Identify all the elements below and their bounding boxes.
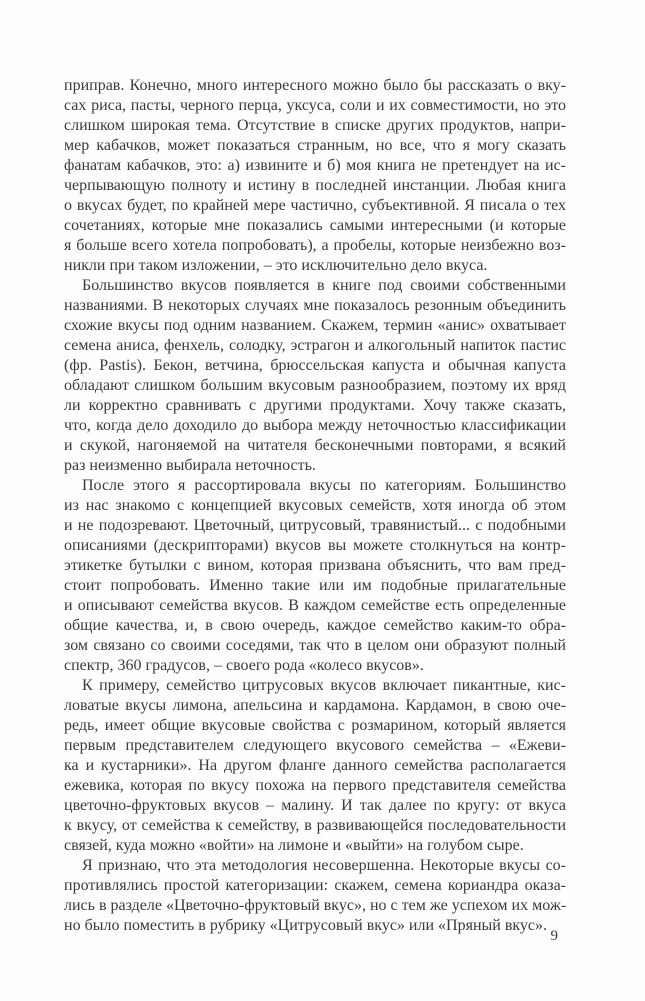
text-line: черпывающую полноту и истину в последней инстанции. Любая книга (64, 177, 566, 194)
text-line: зом связано со своими соседями, так что в целом они образуют полный (64, 637, 566, 654)
page-number: 9 (550, 928, 558, 944)
text-line: обладают слишком большим вкусовым разнообразием, поэтому их вряд (64, 377, 566, 394)
text-line: схожие вкусы под одним названием. Скажем, термин «анис» охватывает (64, 317, 566, 334)
text-line: лись в разделе «Цветочно-фруктовый вкус», но с тем же успехом их мож- (64, 897, 566, 914)
text-line: к вкусу, от семейства к семейству, в развивающейся последовательности (64, 817, 566, 834)
paragraph (64, 676, 566, 856)
text-line: общие качества, и, в свою очередь, каждое семейство каким-то обра- (64, 617, 566, 634)
text-line: сочетаниях, которые мне показались самыми интересными (и которые (64, 217, 566, 234)
text-line: из нас знакомо с концепцией вкусовых семейств, хотя иногда об этом (64, 497, 566, 514)
text-line: этикетке бутылки с вином, которая призвана объяснить, что вам пред- (64, 557, 566, 574)
text-line: После этого я рассортировала вкусы по категориям. Большинство (82, 477, 566, 494)
text-line: (фр. Pastis). Бекон, ветчина, брюссельская капуста и обычная капуста (64, 357, 566, 374)
text-line: я больше всего хотела попробовать), а пробелы, которые неизбежно воз- (64, 237, 566, 254)
text-line: цветочно-фруктовых вкусов – малину. И так далее по кругу: от вкуса (64, 797, 566, 814)
text-line: ежевика, которая по вкусу похожа на первого представителя семейства (64, 777, 566, 794)
text-line: спектр, 360 градусов, – своего рода «колесо вкусов». (64, 657, 424, 674)
paragraph (64, 276, 566, 476)
text-line: ли корректно сравнивать с другими продуктами. Хочу также сказать, (64, 397, 566, 414)
text-line: стоит попробовать. Именно такие или им подобные прилагательные (64, 577, 566, 594)
text-line: слишком широкая тема. Отсутствие в списке других продуктов, напри- (64, 117, 566, 134)
text-line: ловатые вкусы лимона, апельсина и кардамона. Кардамон, в свою оче- (64, 697, 566, 714)
text-line: никли при таком изложении, – это исключительно дело вкуса. (64, 257, 488, 274)
text-line: что, когда дело доходило до выбора между неточностью классификации (64, 417, 566, 434)
text-line: и описывают семейства вкусов. В каждом семействе есть определенные (64, 597, 566, 614)
text-line: К примеру, семейство цитрусовых вкусов включает пикантные, кис- (82, 677, 566, 694)
text-line: фанатам кабачков, это: а) извините и б) моя книга не претендует на ис- (64, 157, 566, 174)
text-line: раз неизменно выбирала неточность. (64, 457, 316, 474)
text-line: сах риса, пасты, черного перца, уксуса, соли и их совместимости, но это (64, 97, 566, 114)
paragraph (64, 476, 566, 676)
text-line: о вкусах будет, по крайней мере частично, субъективной. Я писала о тех (64, 197, 566, 214)
text-line: связей, куда можно «войти» на лимоне и «выйти» на голубом сыре. (64, 837, 524, 854)
text-line: первым представителем следующего вкусового семейства – «Ежеви- (64, 737, 566, 754)
text-line: ка и кустарники». На другом фланге данного семейства располагается (64, 757, 566, 774)
text-block (64, 76, 566, 936)
text-line: и не подозревают. Цветочный, цитрусовый, травянистый... с подобными (64, 517, 566, 534)
text-line: приправ. Конечно, много интересного можно было бы рассказать о вку- (64, 77, 566, 94)
paragraph (64, 856, 566, 936)
text-line: мер кабачков, может показаться странным, но все, что я могу сказать (64, 137, 566, 154)
text-line: описаниями (дескрипторами) вкусов вы можете столкнуться на контр- (64, 537, 566, 554)
text-line: противлялись простой категоризации: скажем, семена кориандра оказа- (64, 877, 566, 894)
text-line: семена аниса, фенхель, солодку, эстрагон и алкогольный напиток пастис (64, 337, 566, 354)
text-line: Большинство вкусов появляется в книге под своими собственными (82, 277, 566, 294)
paragraph (64, 76, 566, 276)
text-line: редь, имеет общие вкусовые свойства с розмарином, который является (64, 717, 566, 734)
text-line: названиями. В некоторых случаях мне показалось резонным объединить (64, 297, 566, 314)
text-line: и скукой, нагоняемой на читателя бесконечными повторами, я всякий (64, 437, 566, 454)
text-line: но было поместить в рубрику «Цитрусовый вкус» или «Пряный вкус». (64, 917, 548, 934)
text-line: Я признаю, что эта методология несовершенна. Некоторые вкусы со- (82, 857, 566, 874)
